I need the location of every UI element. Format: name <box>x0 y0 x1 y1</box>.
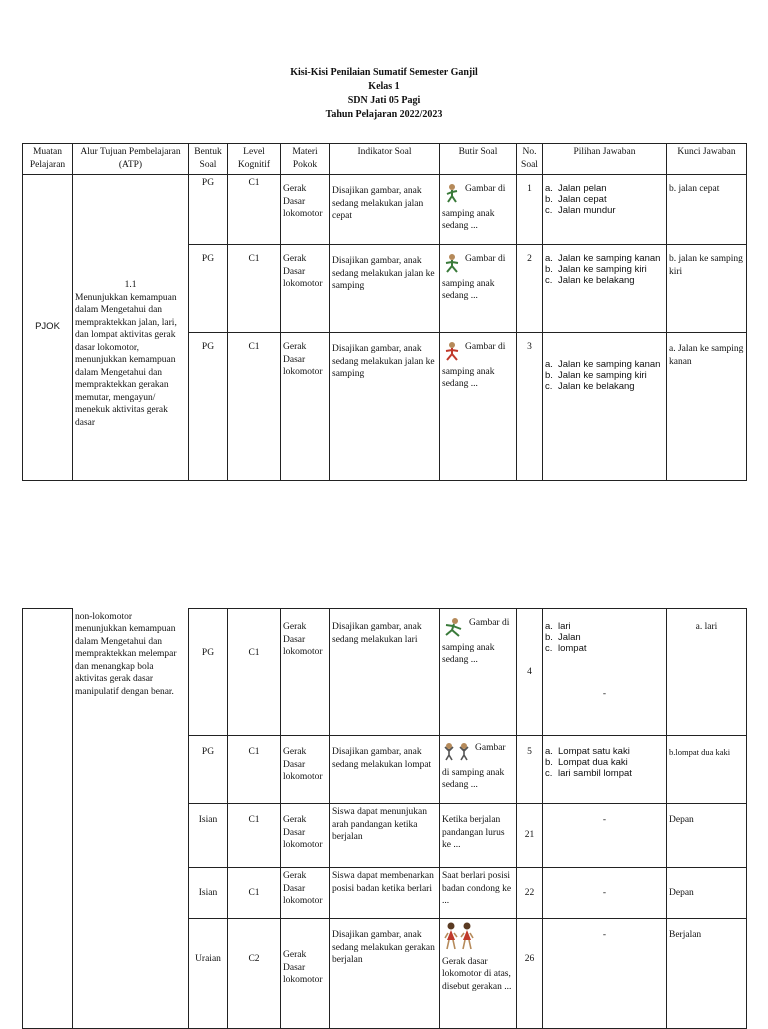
table-row <box>23 609 747 736</box>
pilihan-cell: - <box>543 804 667 868</box>
option-item: a. Jalan pelan <box>545 183 607 194</box>
butir-cell <box>440 736 517 804</box>
bentuk-cell: Isian <box>189 804 228 868</box>
butir-cell <box>440 609 517 736</box>
doc-school: SDN Jati 05 Pagi <box>347 95 421 106</box>
doc-title: Kisi-Kisi Penilaian Sumatif Semester Ganjil <box>290 67 478 78</box>
materi-cell: Gerak Dasar lokomotor <box>281 175 330 245</box>
col-bentuk: Bentuk Soal <box>189 144 228 175</box>
butir-cell <box>440 333 517 481</box>
option-item: a. Jalan ke samping kanan <box>545 359 661 370</box>
kunci-cell: a. Jalan ke samping kanan <box>667 333 747 481</box>
side-walking-child-icon <box>442 341 462 366</box>
indikator-cell: Disajikan gambar, anak sedang melakukan jalan ke samping <box>330 245 440 333</box>
kunci-cell: b. jalan ke samping kiri <box>667 245 747 333</box>
doc-class: Kelas 1 <box>368 81 400 92</box>
butir-text: Gerak dasar lokomotor di atas, disebut gerakan ... <box>442 956 512 992</box>
doc-year: Tahun Pelajaran 2022/2023 <box>325 109 443 120</box>
atp-cell <box>73 175 189 481</box>
pilihan-cell: - <box>543 919 667 1029</box>
butir-text: Gambar di samping anak sedang ... <box>442 342 506 389</box>
no-cell: 2 <box>517 245 543 333</box>
col-indikator: Indikator Soal <box>330 144 440 175</box>
level-cell: C1 <box>228 333 281 481</box>
butir-text: Gambar di samping anak sedang ... <box>442 184 506 231</box>
option-item: c. Jalan ke belakang <box>545 381 635 392</box>
butir-text: Gambar di samping anak sedang ... <box>442 618 510 665</box>
kisi-table-2 <box>22 608 747 1029</box>
materi-cell: Gerak Dasar lokomotor <box>281 736 330 804</box>
indikator-cell: Disajikan gambar, anak sedang melakukan lari <box>330 609 440 736</box>
option-item: b. Jalan cepat <box>545 194 607 205</box>
option-item: c. Jalan mundur <box>545 205 616 216</box>
no-cell: 3 <box>517 333 543 481</box>
atp-cell: non-lokomotor menunjukkan kemampuan dalam Mengetahui dan mempraktekkan melempar dan menangkap bola aktivitas gerak dasar manipulatif dengan benar. <box>73 609 189 1029</box>
butir-cell: Saat berlari posisi badan condong ke ... <box>440 868 517 919</box>
indikator-cell: Disajikan gambar, anak sedang melakukan jalan cepat <box>330 175 440 245</box>
jumping-child-icon <box>442 742 472 767</box>
level-cell: C1 <box>228 736 281 804</box>
pilihan-cell: - <box>543 868 667 919</box>
option-item: b. Lompat dua kaki <box>545 757 628 768</box>
level-cell: C1 <box>228 868 281 919</box>
option-item: a. Jalan ke samping kanan <box>545 253 661 264</box>
col-level: Level Kognitif <box>228 144 281 175</box>
no-cell: 5 <box>517 736 543 804</box>
level-cell: C1 <box>228 609 281 736</box>
no-cell: 4 <box>517 609 543 736</box>
pilihan-cell <box>543 333 667 481</box>
butir-text: Gambar di samping anak sedang ... <box>442 254 506 301</box>
option-item: c. Jalan ke belakang <box>545 275 635 286</box>
bentuk-cell: PG <box>189 333 228 481</box>
no-cell: 1 <box>517 175 543 245</box>
materi-cell: Gerak Dasar lokomotor <box>281 245 330 333</box>
pilihan-cell <box>543 609 667 736</box>
level-cell: C2 <box>228 919 281 1029</box>
option-item: a. Lompat satu kaki <box>545 746 630 757</box>
indikator-cell: Disajikan gambar, anak sedang melakukan gerakan berjalan <box>330 919 440 1029</box>
no-cell: 26 <box>517 919 543 1029</box>
no-cell: 21 <box>517 804 543 868</box>
level-cell: C1 <box>228 175 281 245</box>
butir-cell <box>440 175 517 245</box>
option-item: c. lari sambil lompat <box>545 768 632 779</box>
placeholder-dash: - <box>602 689 607 699</box>
kunci-cell: Depan <box>667 804 747 868</box>
option-item: b. Jalan <box>545 632 581 643</box>
butir-cell <box>440 245 517 333</box>
option-item: a. lari <box>545 621 571 632</box>
indikator-cell: Disajikan gambar, anak sedang melakukan lompat <box>330 736 440 804</box>
side-walking-child-icon <box>442 253 462 278</box>
col-butir: Butir Soal <box>440 144 517 175</box>
atp-text: Menunjukkan kemampuan dalam Mengetahui dan mempraktekkan jalan, lari, dan lompat aktivitas gerak dasar lokomotor, menunjukkan kemampuan dalam Mengetahui dan mempraktekkan gerakan memutar, mengayun/ menekuk aktivitas gerak dasar <box>75 292 177 428</box>
option-item: b. Jalan ke samping kiri <box>545 264 647 275</box>
pilihan-cell <box>543 245 667 333</box>
col-atp: Alur Tujuan Pembelajaran (ATP) <box>73 144 189 175</box>
kunci-cell: Depan <box>667 868 747 919</box>
subject-cell: PJOK <box>23 175 73 481</box>
pilihan-cell <box>543 175 667 245</box>
bentuk-cell: Isian <box>189 868 228 919</box>
col-kunci: Kunci Jawaban <box>667 144 747 175</box>
materi-cell: Gerak Dasar lokomotor <box>281 919 330 1029</box>
header-row <box>23 144 747 175</box>
materi-cell: Gerak Dasar lokomotor <box>281 868 330 919</box>
indikator-cell: Siswa dapat menunjukan arah pandangan ketika berjalan <box>330 804 440 868</box>
col-no: No. Soal <box>517 144 543 175</box>
walking-children-icon <box>442 921 514 956</box>
option-item: b. Jalan ke samping kiri <box>545 370 647 381</box>
option-item: c. lompat <box>545 643 587 654</box>
kunci-cell: b.lompat dua kaki <box>667 736 747 804</box>
butir-cell: Ketika berjalan pandangan lurus ke ... <box>440 804 517 868</box>
kisi-table-1 <box>22 143 747 481</box>
level-cell: C1 <box>228 245 281 333</box>
bentuk-cell: PG <box>189 736 228 804</box>
bentuk-cell: PG <box>189 609 228 736</box>
indikator-cell: Disajikan gambar, anak sedang melakukan jalan ke samping <box>330 333 440 481</box>
subject-cell <box>23 609 73 1029</box>
level-cell: C1 <box>228 804 281 868</box>
materi-cell: Gerak Dasar lokomotor <box>281 804 330 868</box>
table-row <box>23 175 747 245</box>
kunci-cell: a. lari <box>667 609 747 736</box>
no-cell: 22 <box>517 868 543 919</box>
kunci-cell: Berjalan <box>667 919 747 1029</box>
col-materi: Materi Pokok <box>281 144 330 175</box>
kunci-cell: b. jalan cepat <box>667 175 747 245</box>
col-pilihan: Pilihan Jawaban <box>543 144 667 175</box>
bentuk-cell: PG <box>189 245 228 333</box>
bentuk-cell: Uraian <box>189 919 228 1029</box>
walking-child-icon <box>442 183 462 208</box>
pilihan-cell <box>543 736 667 804</box>
materi-cell: Gerak Dasar lokomotor <box>281 333 330 481</box>
bentuk-cell: PG <box>189 175 228 245</box>
butir-text: Gambar di samping anak sedang ... <box>442 743 506 790</box>
running-child-icon <box>442 617 466 642</box>
indikator-cell: Siswa dapat membenarkan posisi badan ketika berlari <box>330 868 440 919</box>
atp-number: 1.1 <box>124 280 137 290</box>
materi-cell: Gerak Dasar lokomotor <box>281 609 330 736</box>
butir-cell <box>440 919 517 1029</box>
col-muatan: Muatan Pelajaran <box>23 144 73 175</box>
